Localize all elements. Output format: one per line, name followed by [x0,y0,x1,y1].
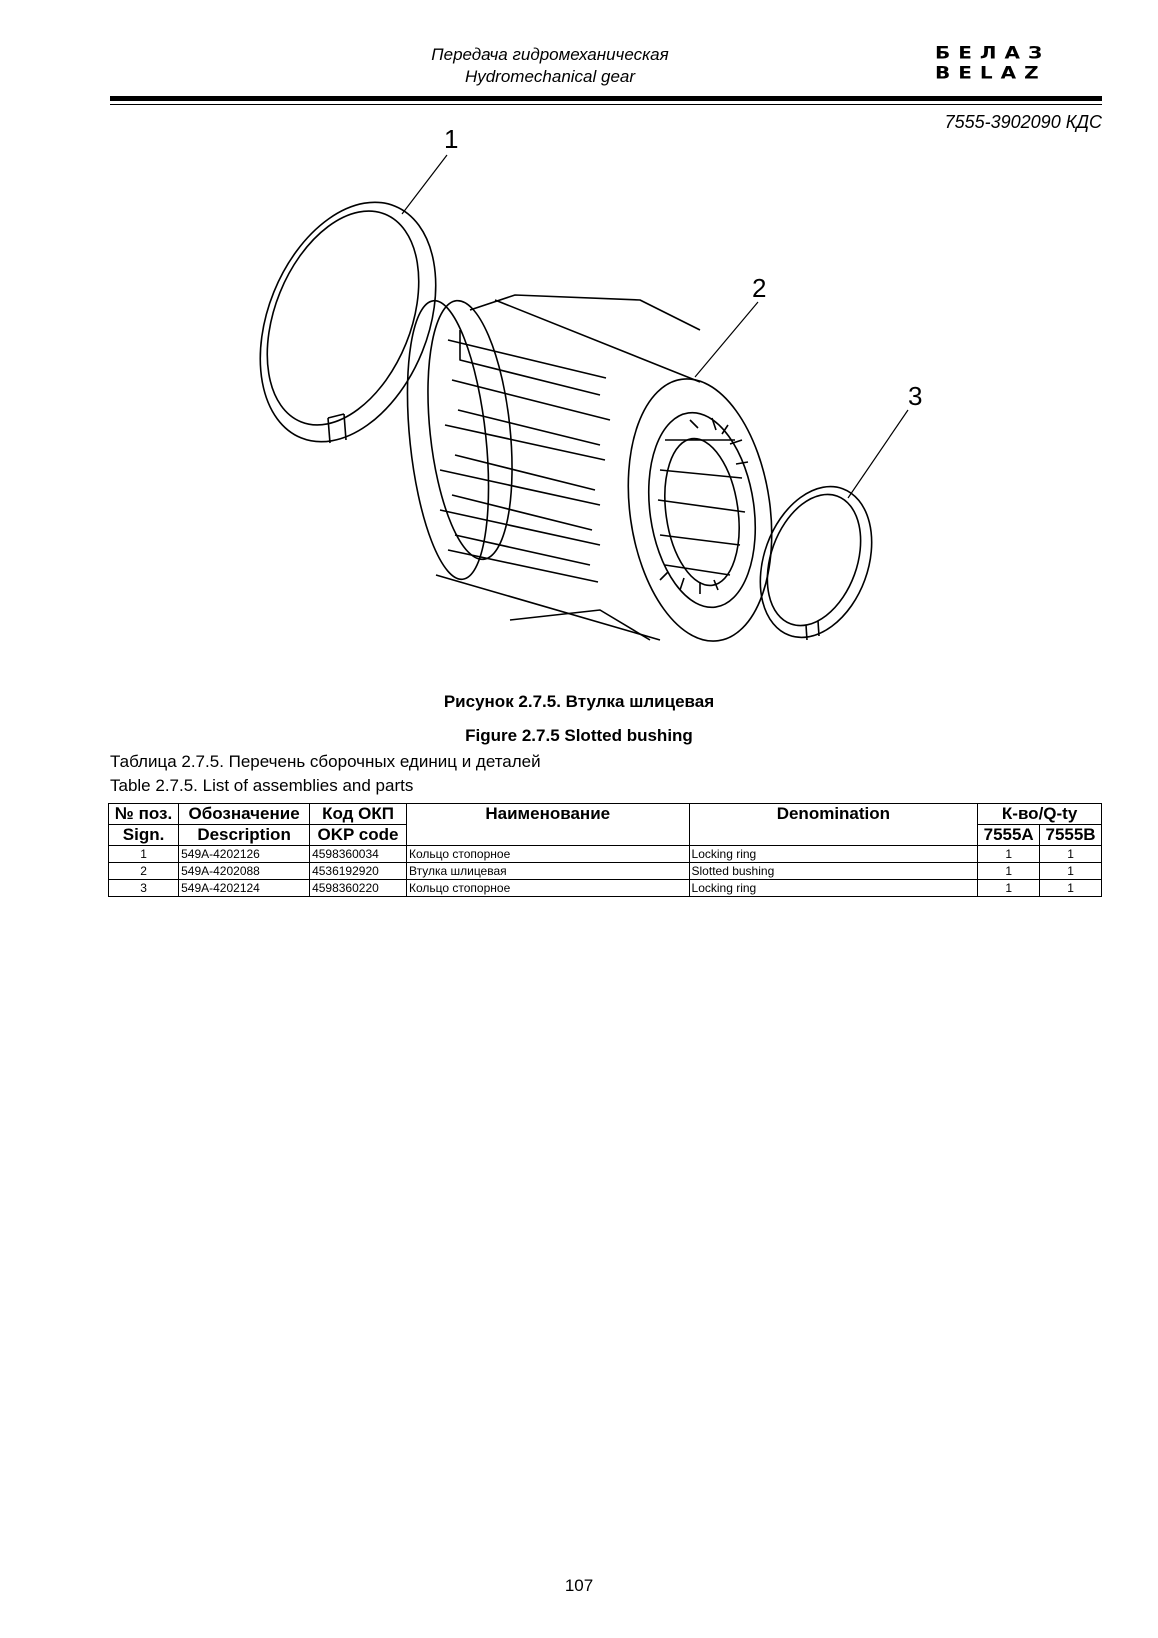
header-rule-thick [110,96,1102,101]
cell-okp: 4598360034 [310,846,407,863]
cell-designation: 549А-4202124 [179,880,310,897]
cell-designation: 549А-4202126 [179,846,310,863]
table-title-ru: Таблица 2.7.5. Перечень сборочных единиц и деталей [110,752,541,771]
header-pos-en: Sign. [109,825,179,846]
page-number: 107 [564,1576,594,1595]
figure-caption-ru: Рисунок 2.7.5. Втулка шлицевая [443,692,715,711]
callout-1: 1 [444,125,459,154]
cell-qty-b: 1 [1040,846,1102,863]
table-title-en: Table 2.7.5. List of assemblies and parts [110,776,414,795]
table-row [109,846,1102,863]
cell-qty-a: 1 [978,880,1040,897]
logo-line-en: BELAZ [935,62,1047,83]
header-pos-ru: № поз. [109,804,179,825]
logo-line-ru: БЕЛАЗ [935,42,1051,63]
cell-name-ru: Кольцо стопорное [406,880,689,897]
header-denomination: Denomination [689,804,978,846]
header-model-a: 7555А [978,825,1040,846]
cell-name-en: Locking ring [689,880,978,897]
cell-name-en: Slotted bushing [689,863,978,880]
slotted-bushing-2 [396,295,788,650]
cell-qty-b: 1 [1040,863,1102,880]
cell-designation: 549А-4202088 [179,863,310,880]
header-okp-en: OKP code [310,825,407,846]
callout-2: 2 [752,273,767,303]
locking-ring-3 [740,471,891,653]
cell-name-en: Locking ring [689,846,978,863]
cell-qty-a: 1 [978,846,1040,863]
cell-okp: 4598360220 [310,880,407,897]
cell-okp: 4536192920 [310,863,407,880]
locking-ring-1 [227,176,469,468]
header-designation-ru: Обозначение [179,804,310,825]
cell-pos: 1 [109,846,179,863]
header-qty: К-во/Q-ty [978,804,1102,825]
exploded-view-drawing [200,125,1020,680]
header-title-ru: Передача гидромеханическая [431,45,669,64]
cell-pos: 2 [109,863,179,880]
table-row [109,863,1102,880]
cell-qty-b: 1 [1040,880,1102,897]
header-name-ru: Наименование [406,804,689,846]
cell-qty-a: 1 [978,863,1040,880]
parts-table [108,803,1102,897]
cell-name-ru: Кольцо стопорное [406,846,689,863]
cell-name-ru: Втулка шлицевая [406,863,689,880]
belaz-logo [935,44,1101,86]
figure-caption-en: Figure 2.7.5 Slotted bushing [465,726,693,745]
cell-pos: 3 [109,880,179,897]
header-designation-en: Description [179,825,310,846]
header-model-b: 7555В [1040,825,1102,846]
callout-3: 3 [908,381,923,411]
document-number: 7555-3902090 КДС [944,112,1102,132]
table-row [109,880,1102,897]
header-title-en: Hydromechanical gear [464,67,636,86]
header-okp-ru: Код ОКП [310,804,407,825]
header-rule-thin [110,104,1102,105]
